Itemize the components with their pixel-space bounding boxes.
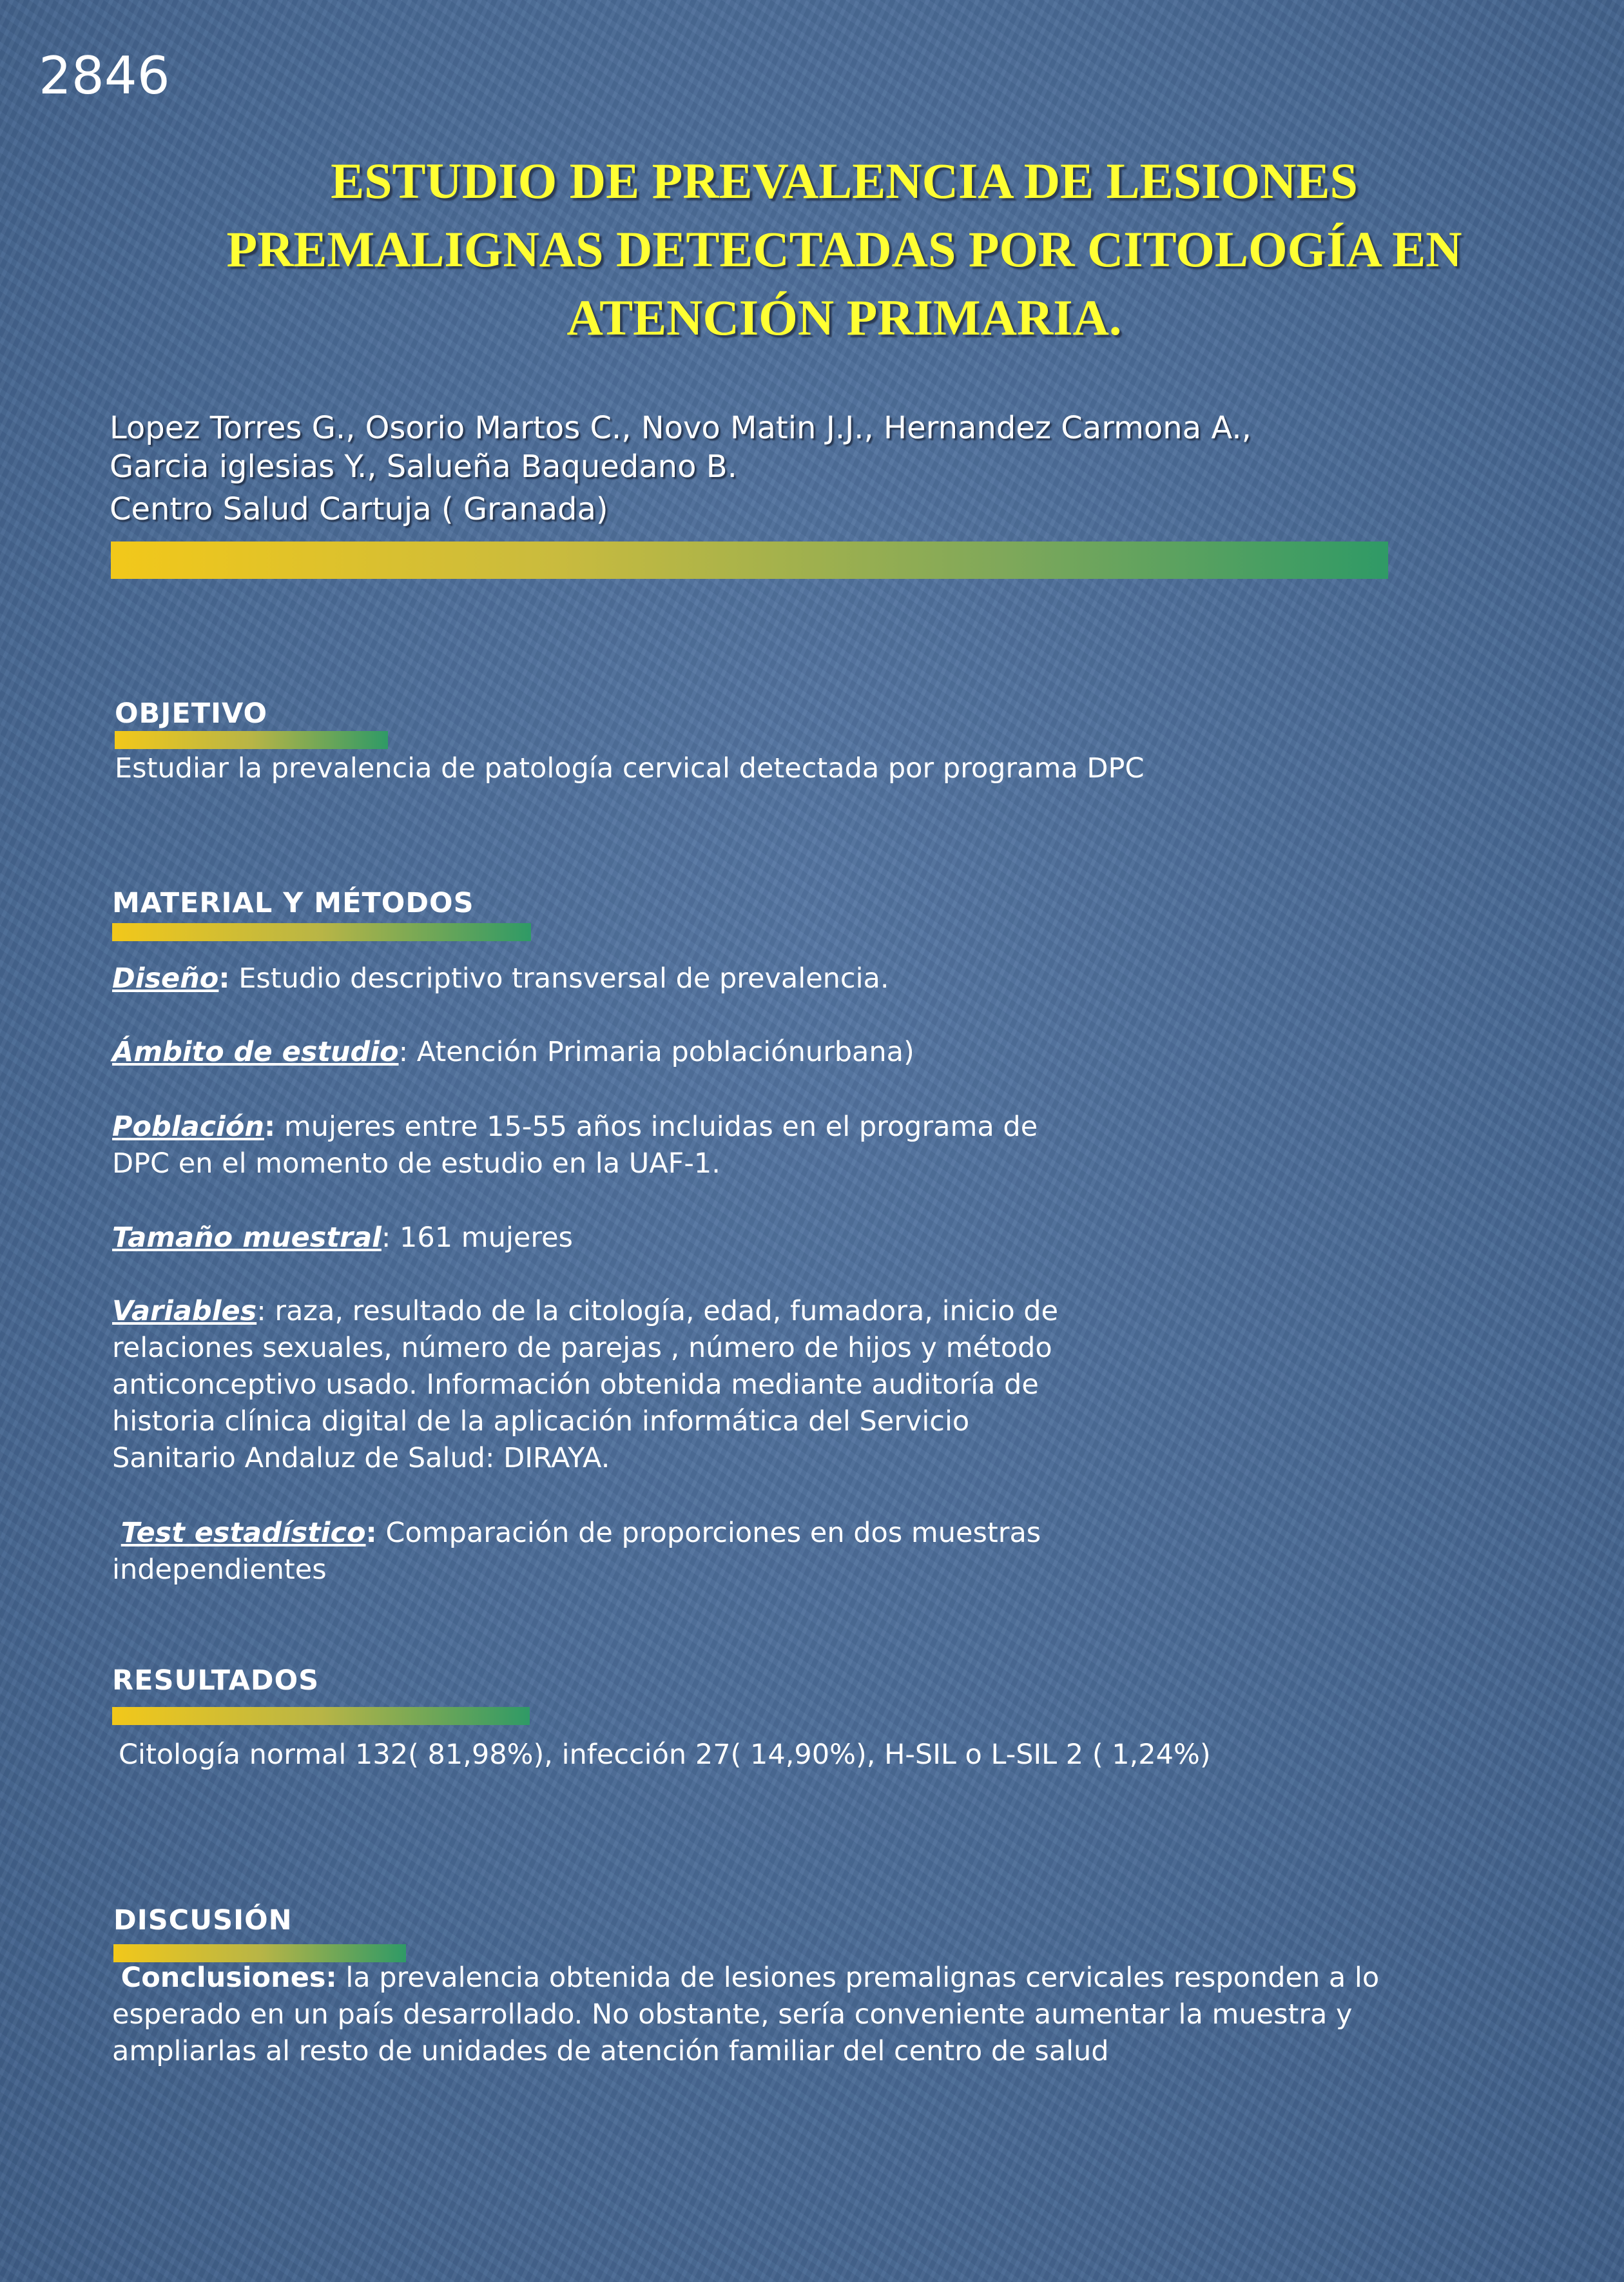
conclusiones-label: Conclusiones: [121,1962,337,1994]
title-line: ESTUDIO DE PREVALENCIA DE LESIONES [331,153,1358,209]
ambito-label: Ámbito de estudio [112,1036,399,1068]
poblacion-label: Población [112,1111,264,1143]
discusion-heading: DISCUSIÓN [113,1904,293,1936]
variables-paragraph [112,1293,1058,1477]
authors-line: Lopez Torres G., Osorio Martos C., Novo Matin J.J., Hernandez Carmona A., [110,410,1252,446]
objetivo-bar [115,731,388,749]
tamano-text: 161 mujeres [391,1222,573,1254]
conclusiones-text: la prevalencia obtenida de lesiones premalignas cervicales responden a lo [336,1962,1380,1994]
title-line: ATENCIÓN PRIMARIA. [566,289,1122,346]
ambito-colon: : [398,1036,409,1068]
diseno-text: Estudio descriptivo transversal de prevalencia. [229,962,889,995]
resultados-heading: RESULTADOS [112,1664,320,1697]
tamano-paragraph [112,1220,573,1256]
diseno-paragraph [112,961,889,997]
poblacion-paragraph [112,1109,1038,1182]
poblacion-colon: : [264,1111,276,1143]
authors-block [110,409,1252,529]
title-line: PREMALIGNAS DETECTADAS POR CITOLOGÍA EN [226,221,1462,277]
affiliation: Centro Salud Cartuja ( Granada) [110,491,608,527]
test-text-line: independientes [112,1554,327,1586]
conclusiones-text-line: ampliarlas al resto de unidades de atención familiar del centro de salud [112,2035,1109,2067]
poblacion-text-line: DPC en el momento de estudio en la UAF-1. [112,1147,720,1180]
resultados-bar [112,1707,530,1725]
ambito-paragraph [112,1034,914,1071]
material-bar [112,923,531,941]
tamano-colon: : [381,1222,391,1254]
variables-text: raza, resultado de la citología, edad, fumadora, inicio de [266,1295,1059,1327]
diseno-label: Diseño [112,962,219,995]
poblacion-text: mujeres entre 15-55 años incluidas en el programa de [275,1111,1038,1143]
objetivo-text [115,750,1144,787]
variables-text-line: historia clínica digital de la aplicación informática del Servicio [112,1405,970,1438]
poster-title [116,147,1572,352]
test-text: Comparación de proporciones en dos muestras [376,1517,1041,1549]
variables-text-line: anticonceptivo usado. Información obtenida mediante auditoría de [112,1369,1039,1401]
resultados-text [119,1737,1211,1773]
test-label: Test estadístico [121,1517,366,1549]
objetivo-text-line: Estudiar la prevalencia de patología cervical detectada por programa DPC [115,752,1145,785]
resultados-text-line: Citología normal 132( 81,98%), infección 27( 14,90%), H-SIL o L-SIL 2 ( 1,24%) [119,1739,1211,1771]
tamano-label: Tamaño muestral [112,1222,382,1254]
test-paragraph [112,1515,1041,1588]
conclusiones-text-line: esperado en un país desarrollado. No obstante, sería conveniente aumentar la muestra y [112,1998,1353,2031]
variables-text-line: relaciones sexuales, número de parejas , número de hijos y método [112,1332,1052,1364]
authors-line: Garcia iglesias Y., Salueña Baquedano B. [110,449,737,485]
variables-colon: : [256,1295,266,1327]
discusion-paragraph [112,1960,1379,2070]
material-heading: MATERIAL Y MÉTODOS [112,887,474,919]
diseno-colon: : [218,962,230,995]
objetivo-heading: OBJETIVO [115,697,268,730]
variables-text-line: Sanitario Andaluz de Salud: DIRAYA. [112,1442,610,1474]
title-divider-bar [111,541,1388,579]
variables-label: Variables [112,1295,257,1327]
poster-number: 2846 [39,46,170,106]
test-colon: : [365,1517,377,1549]
ambito-text: Atención Primaria poblaciónurbana) [408,1036,914,1068]
